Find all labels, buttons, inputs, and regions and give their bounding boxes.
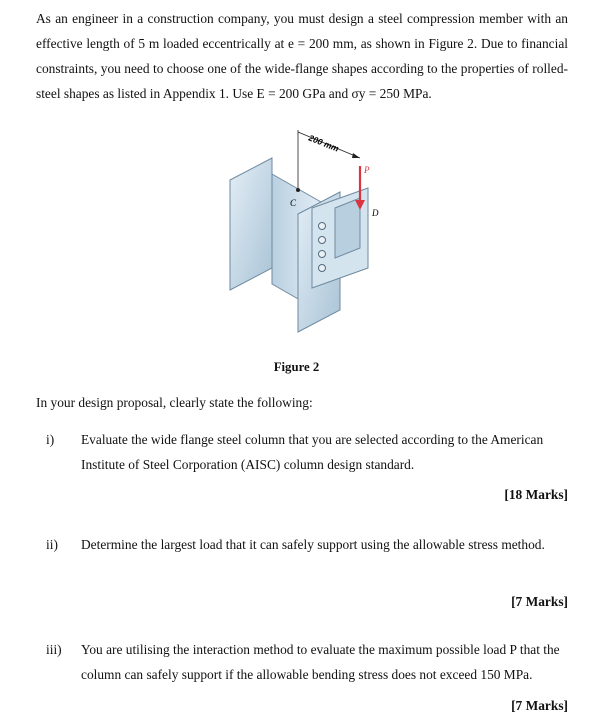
bolt — [319, 265, 326, 272]
question-text: Determine the largest load that it can safely support using the allowable stress method. — [81, 537, 545, 552]
question-2 — [36, 532, 568, 557]
bolt — [319, 223, 326, 230]
question-text: You are utilising the interaction method to evaluate the maximum possible load P that the column can safely support if the allowable bending stress does not exceed 150 MPa. — [81, 642, 560, 682]
instruction-text: In your design proposal, clearly state the following: — [36, 395, 313, 410]
back-flange — [230, 158, 272, 290]
question-text: Evaluate the wide flange steel column that you are selected according to the American Institute of Steel Corporation (AISC) column design standard. — [81, 432, 544, 472]
point-c-label: C — [290, 198, 297, 208]
question-3 — [36, 637, 568, 687]
figure-caption: Figure 2 — [273, 360, 320, 374]
problem-statement — [36, 6, 568, 106]
dimension-arrowhead — [352, 153, 360, 158]
marks-label: [7 Marks] — [511, 698, 568, 713]
question-number: i) — [46, 432, 55, 447]
point-d-label: D — [372, 208, 379, 218]
bolt — [319, 251, 326, 258]
point-c-marker — [296, 188, 300, 192]
question-number: ii) — [46, 537, 58, 552]
question-number: iii) — [46, 642, 62, 657]
bolt — [319, 237, 326, 244]
figure-2 — [200, 118, 410, 348]
load-label: P — [364, 165, 370, 175]
question-1 — [36, 427, 568, 477]
dimension-label: 200 mm — [307, 132, 341, 154]
bracket-stiffener — [335, 198, 360, 258]
marks-label: [7 Marks] — [511, 594, 568, 609]
column-illustration — [200, 118, 410, 348]
marks-label: [18 Marks] — [504, 487, 568, 502]
problem-statement-text: As an engineer in a construction company, you must design a steel compression member with an effective length of 5 m loaded eccentrically at e = 200 mm, as shown in Figure 2. Due to financial constraints, you need to choose one of the wide-flange shapes according to the properties of rolled-steel shapes as listed in Appendix 1. Use E = 200 GPa and σy = 250 MPa. — [36, 11, 568, 101]
